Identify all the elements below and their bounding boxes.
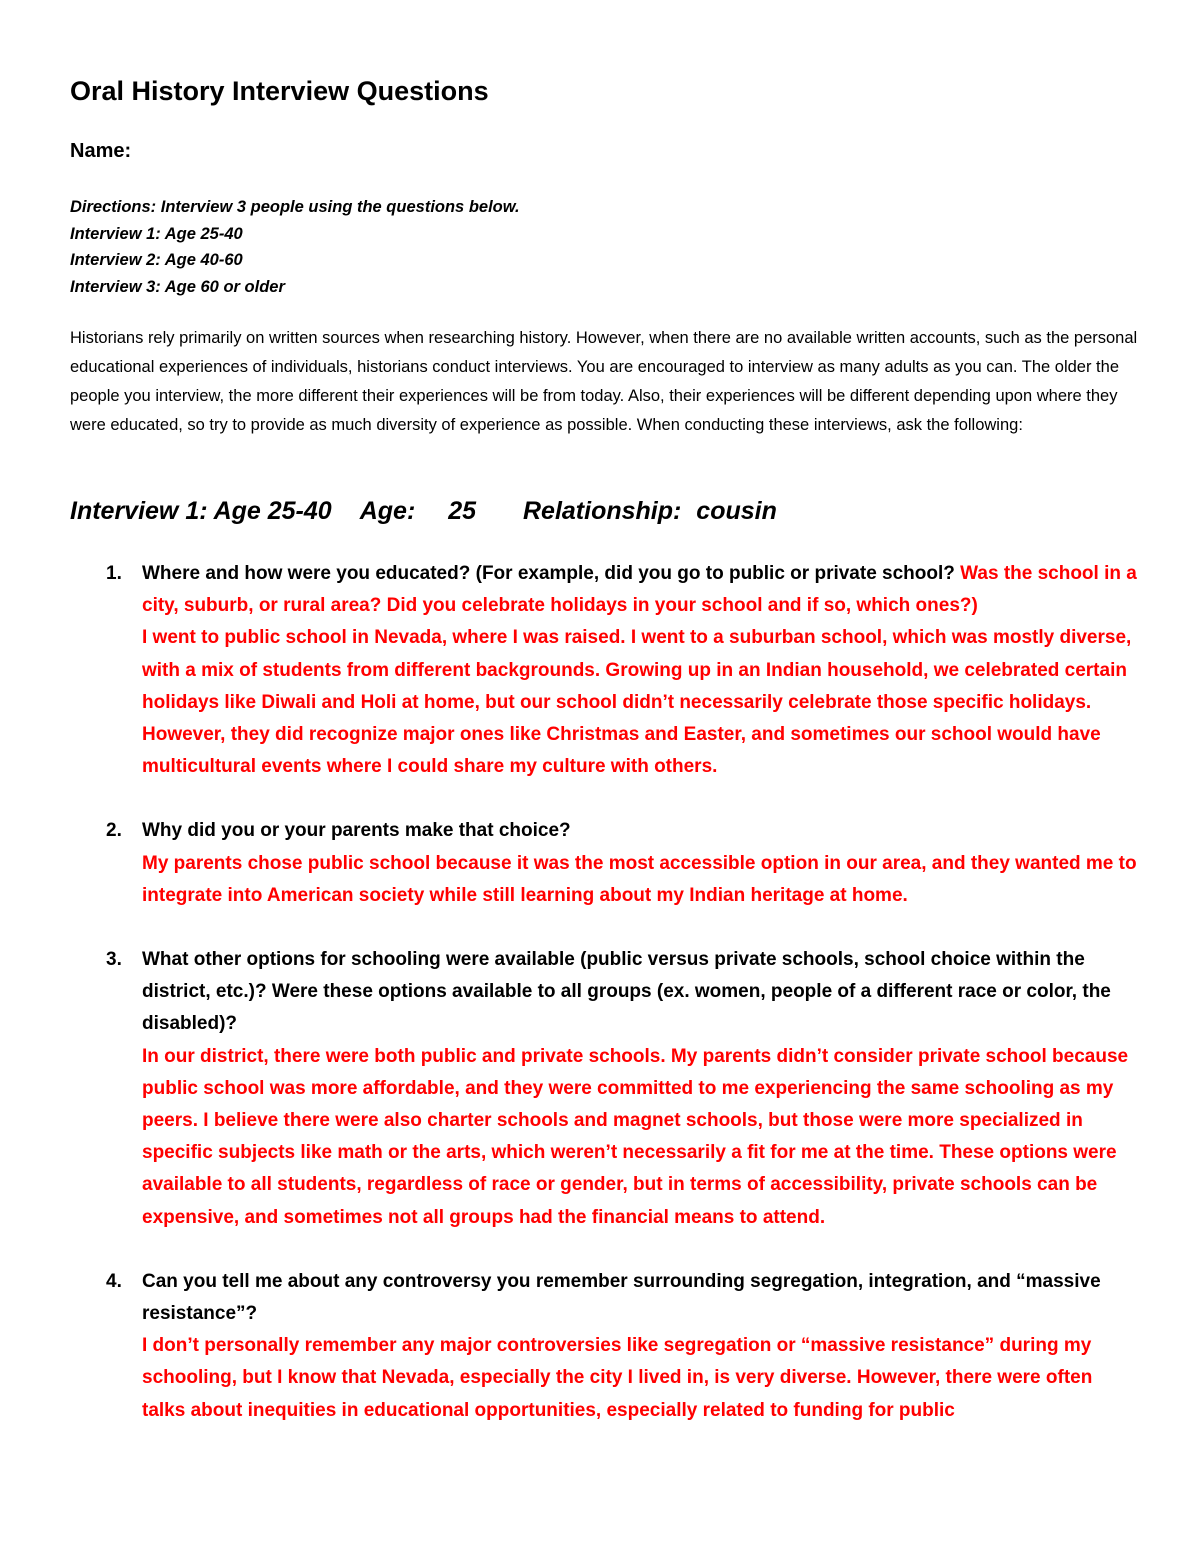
question-number: 3. <box>106 949 122 971</box>
interview-heading <box>70 497 799 526</box>
directions-line: Interview 2: Age 40-60 <box>70 251 243 269</box>
question-number: 4. <box>106 1270 122 1292</box>
question-item <box>70 815 1140 912</box>
interview-label: Interview 1: Age 25-40 <box>70 497 332 525</box>
age-label: Age: <box>359 497 416 525</box>
directions-line: Directions: Interview 3 people using the questions below. <box>70 198 520 216</box>
question-number: 2. <box>106 820 122 842</box>
question-text: Why did you or your parents make that choice? <box>142 820 571 842</box>
directions-block <box>70 194 520 300</box>
question-body <box>142 558 1140 622</box>
document-title: Oral History Interview Questions <box>70 76 489 106</box>
directions-line: Interview 3: Age 60 or older <box>70 277 285 296</box>
name-label: Name: <box>70 140 132 162</box>
question-item <box>70 944 1140 1234</box>
answer-text: I don’t personally remember any major controversies like segregation or “massive resistance” during my schooling, but I know that Nevada, especially the city I lived in, is very diverse. However, there were often talks about inequities in educational opportunities, especially related to funding for public <box>142 1335 1093 1421</box>
relationship-label: Relationship: <box>523 497 682 525</box>
question-number: 1. <box>106 563 122 584</box>
intro-paragraph: Historians rely primarily on written sources when researching history. However, when there are no available written accounts, such as the personal educational experiences of individuals, historians conduct interviews. You are encouraged to interview as many adults as you can. The older the people you interview, the more different their experiences will be from today. Also, their experiences will be different depending upon where they were educated, so try to provide as much diversity of experience as possible. When conducting these interviews, ask the following: <box>70 329 1138 434</box>
question-item <box>70 1266 1140 1427</box>
question-text: Where and how were you educated? (For example, did you go to public or private school? <box>142 563 961 584</box>
question-text-red: Was the school in a city, suburb, or rural area? Did you celebrate holidays in your school and if so, which ones?) <box>142 563 1137 617</box>
answer-text: In our district, there were both public and private schools. My parents didn’t consider private school because public school was more affordable, and they were committed to me experiencing the same schooling as my peers. I believe there were also charter schools and magnet schools, but those were more specialized in specific subjects like math or the arts, which weren’t necessarily a fit for me at the time. These options were available to all students, regardless of race or gender, but in terms of accessibility, private schools can be expensive, and sometimes not all groups had the financial means to attend. <box>142 1045 1129 1228</box>
question-text: Can you tell me about any controversy you remember surrounding segregation, integration, and “massive resistance”? <box>142 1270 1101 1325</box>
question-item <box>70 558 1140 783</box>
answer-text: My parents chose public school because it was the most accessible option in our area, and they wanted me to integrate into American society while still learning about my Indian heritage at home. <box>142 852 1137 906</box>
answer-text: I went to public school in Nevada, where I was raised. I went to a suburban school, which was mostly diverse, with a mix of students from different backgrounds. Growing up in an Indian household, we celebrated certain holidays like Diwali and Holi at home, but our school didn’t necessarily celebrate those specific holidays. However, they did recognize major ones like Christmas and Easter, and sometimes our school would have multicultural events where I could share my culture with others. <box>142 627 1132 778</box>
directions-line: Interview 1: Age 25-40 <box>70 224 243 243</box>
question-list <box>70 558 1140 1459</box>
age-value: 25 <box>448 497 477 525</box>
question-text: What other options for schooling were available (public versus private schools, school choice within the district, etc.)? Were these options available to all groups (ex. women, people of a different race or color, the disabled)? <box>142 949 1111 1035</box>
relationship-value: cousin <box>696 497 777 525</box>
